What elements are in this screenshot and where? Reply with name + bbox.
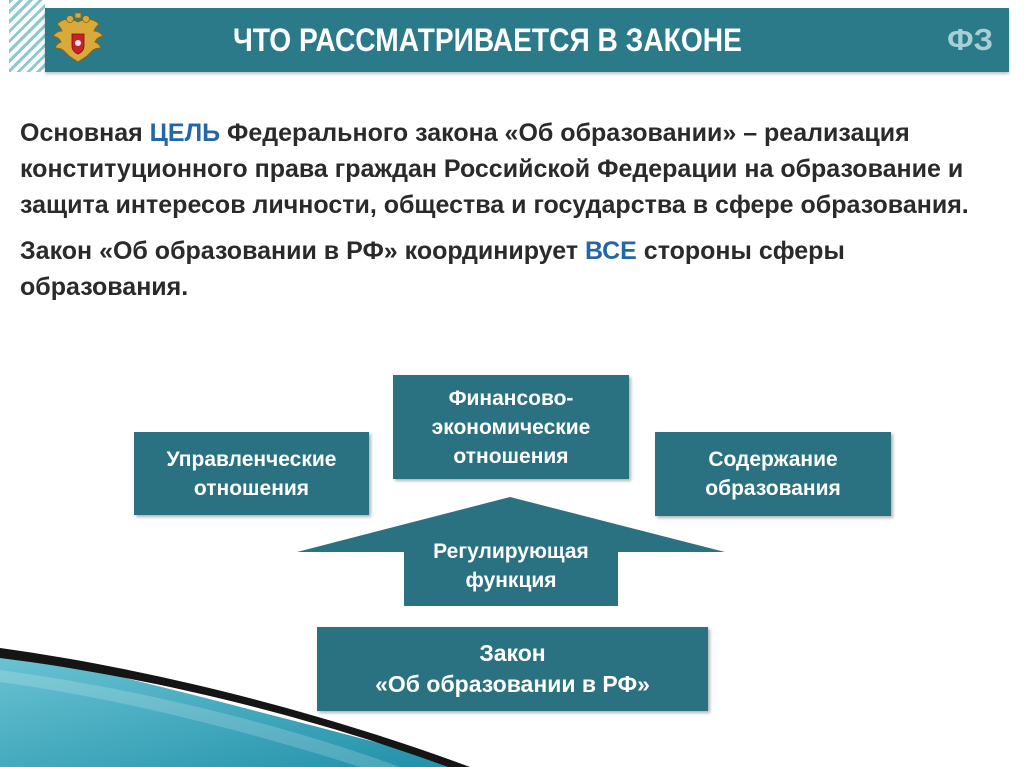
goal-text-start: Основная <box>20 119 150 147</box>
decorative-sweep <box>0 620 1024 767</box>
regulating-line2: функция <box>465 569 557 592</box>
management-relations-box <box>134 432 369 515</box>
regulating-line1: Регулирующая <box>433 540 589 563</box>
management-line2: отношения <box>193 476 310 500</box>
coordination-text-end: стороны сферы образования. <box>20 237 845 301</box>
finance-line3: отношения <box>453 444 569 468</box>
content-line2: образования <box>705 477 841 500</box>
finance-line1: Финансово- <box>448 386 574 410</box>
goal-highlight: ЦЕЛЬ <box>149 119 221 147</box>
coordination-highlight: ВСЕ <box>585 237 637 265</box>
financial-relations-box <box>393 375 629 479</box>
page-title: ЧТО РАССМАТРИВАЕТСЯ В ЗАКОНЕ <box>233 22 742 58</box>
law-line2: «Об образовании в РФ» <box>375 671 650 697</box>
education-content-box <box>655 432 891 516</box>
finance-line2: экономические <box>431 415 591 439</box>
content-line1: Содержание <box>708 448 838 471</box>
regulating-function-box <box>404 526 618 606</box>
fz-badge: ФЗ <box>947 22 993 57</box>
law-line1: Закон <box>479 640 546 666</box>
coordination-text-start: Закон «Об образовании в РФ» координирует <box>20 237 586 265</box>
management-line1: Управленческие <box>166 447 337 471</box>
goal-text-end: Федерального закона «Об образовании» – реализация конституционного права граждан Российской Федерации на образование и защита интересов личности, общества и государства в сфере образования. <box>20 119 969 219</box>
